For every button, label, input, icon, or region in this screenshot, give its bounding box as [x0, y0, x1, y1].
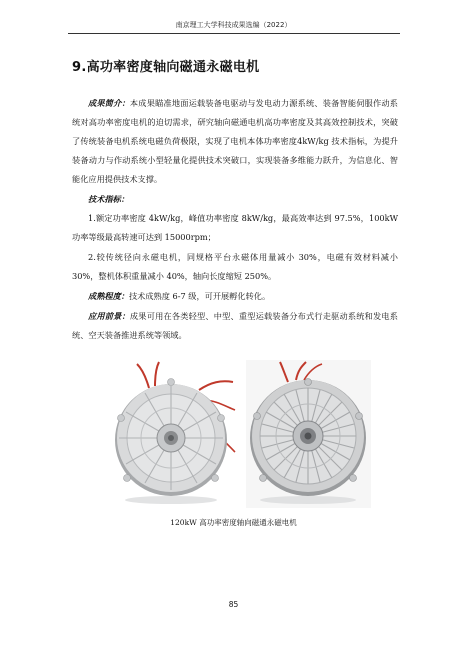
section-title: 9.高功率密度轴向磁通永磁电机 — [72, 60, 260, 75]
motor-photo-right — [246, 360, 371, 508]
application-label: 应用前景： — [88, 311, 130, 321]
summary-label: 成果简介： — [88, 98, 130, 108]
summary-paragraph — [72, 94, 398, 189]
summary-text: 本成果瞄准地面运载装备电驱动与发电动力源系统、装备智能伺服作动系统对高功率密度电机的迫切需求，研究轴向磁通电机高功率密度及其高效控制技术，突破了传统装备电机系统电磁负荷极限，实现了电机本体功率密度4kW/kg 技术指标，为提升装备动力与作动系统小型轻量化提供技术突破口，实现装备多维能力跃升，为信息化、智能化应用提供技术支撑。 — [72, 98, 398, 184]
page-number: 85 — [228, 600, 239, 609]
maturity-paragraph — [72, 287, 398, 306]
tech-item-1: 1.额定功率密度 4kW/kg，峰值功率密度 8kW/kg，最高效率达到 97.5%，100kW 功率等级最高转速可达到 15000rpm； — [72, 213, 398, 242]
tech-label: 技术指标： — [88, 194, 129, 204]
maturity-label: 成熟程度： — [88, 291, 129, 301]
application-text: 成果可用在各类轻型、中型、重型运载装备分布式行走驱动系统和发电系统、空天装备推进系统等领域。 — [72, 311, 398, 340]
motor-photos — [111, 360, 371, 508]
tech-item-2: 2.较传统径向永磁电机，同规格平台永磁体用量减小 30%，电磁有效材料减小 30%，整机体积重量减小 40%，轴向长度缩短 250%。 — [72, 252, 398, 281]
header-rule — [68, 33, 400, 34]
figure-caption: 120kW 高功率密度轴向磁通永磁电机 — [170, 518, 297, 527]
tech-heading — [72, 190, 398, 209]
maturity-text: 技术成熟度 6-7 级，可开展孵化转化。 — [128, 291, 271, 301]
application-paragraph — [72, 307, 398, 345]
running-header: 南京理工大学科技成果选编（2022） — [175, 21, 292, 29]
motor-photo-left — [111, 360, 236, 508]
body-text — [72, 94, 398, 346]
